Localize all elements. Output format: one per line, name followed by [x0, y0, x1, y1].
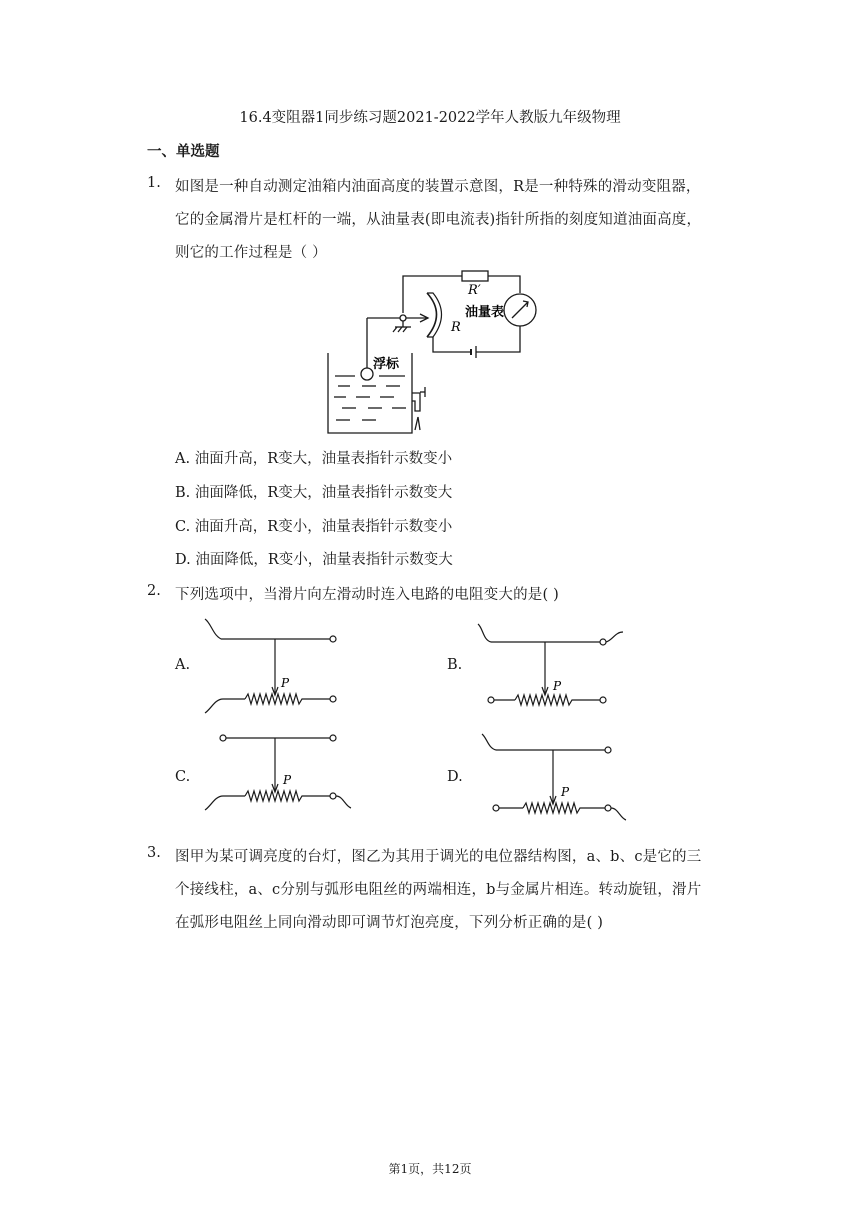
question-1-line-2: 它的金属滑片是杠杆的一端，从油量表(即电流表)指针所指的刻度知道油面高度，	[175, 212, 702, 228]
label-oil-meter: 油量表	[465, 305, 505, 320]
rheostat-figure-a	[203, 615, 353, 715]
question-2-option-c[interactable]: C.	[175, 769, 191, 785]
question-1-option-c[interactable]: C. 油面升高，R变小，油量表指针示数变小	[175, 519, 453, 535]
slider-label-c: P	[283, 773, 292, 787]
label-float: 浮标	[373, 357, 400, 372]
question-2-option-b[interactable]: B.	[447, 657, 463, 673]
page-title: 16.4变阻器1同步练习题2021-2022学年人教版九年级物理	[239, 110, 621, 126]
question-3-line-3: 在弧形电阻丝上同向滑动即可调节灯泡亮度，下列分析正确的是( )	[175, 915, 604, 931]
rheostat-figure-b	[473, 620, 628, 712]
oil-gauge-circuit-figure	[320, 265, 545, 440]
slider-label-d: P	[561, 785, 570, 799]
question-1-option-d[interactable]: D. 油面降低，R变小，油量表指针示数变大	[175, 552, 453, 568]
slider-label-a: P	[281, 676, 290, 690]
question-2-option-d[interactable]: D.	[447, 769, 463, 785]
question-1-line-3: 则它的工作过程是（ ）	[175, 245, 327, 261]
question-2-line-1: 下列选项中，当滑片向左滑动时连入电路的电阻变大的是( )	[175, 587, 560, 603]
slider-label-b: P	[553, 679, 562, 693]
question-2-number: 2.	[147, 583, 161, 599]
question-1-number: 1.	[147, 175, 161, 191]
rheostat-figure-d	[478, 730, 628, 822]
label-r-prime: R′	[468, 283, 481, 298]
question-2-option-a[interactable]: A.	[175, 657, 191, 673]
question-3-number: 3.	[147, 845, 161, 861]
question-1-line-1: 如图是一种自动测定油箱内油面高度的装置示意图，R是一种特殊的滑动变阻器，	[175, 179, 701, 195]
rheostat-figure-c	[203, 730, 353, 815]
question-1-option-a[interactable]: A. 油面升高，R变大，油量表指针示数变小	[175, 451, 453, 467]
page-footer: 第1页，共12页	[388, 1162, 472, 1176]
section-heading: 一、单选题	[147, 144, 220, 160]
question-3-line-2: 个接线柱，a、c分别与弧形电阻丝的两端相连，b与金属片相连。转动旋钮，滑片	[175, 882, 702, 898]
question-3-line-1: 图甲为某可调亮度的台灯，图乙为其用于调光的电位器结构图，a、b、c是它的三	[175, 849, 702, 865]
label-r: R	[451, 320, 461, 335]
question-1-option-b[interactable]: B. 油面降低，R变大，油量表指针示数变大	[175, 485, 453, 501]
